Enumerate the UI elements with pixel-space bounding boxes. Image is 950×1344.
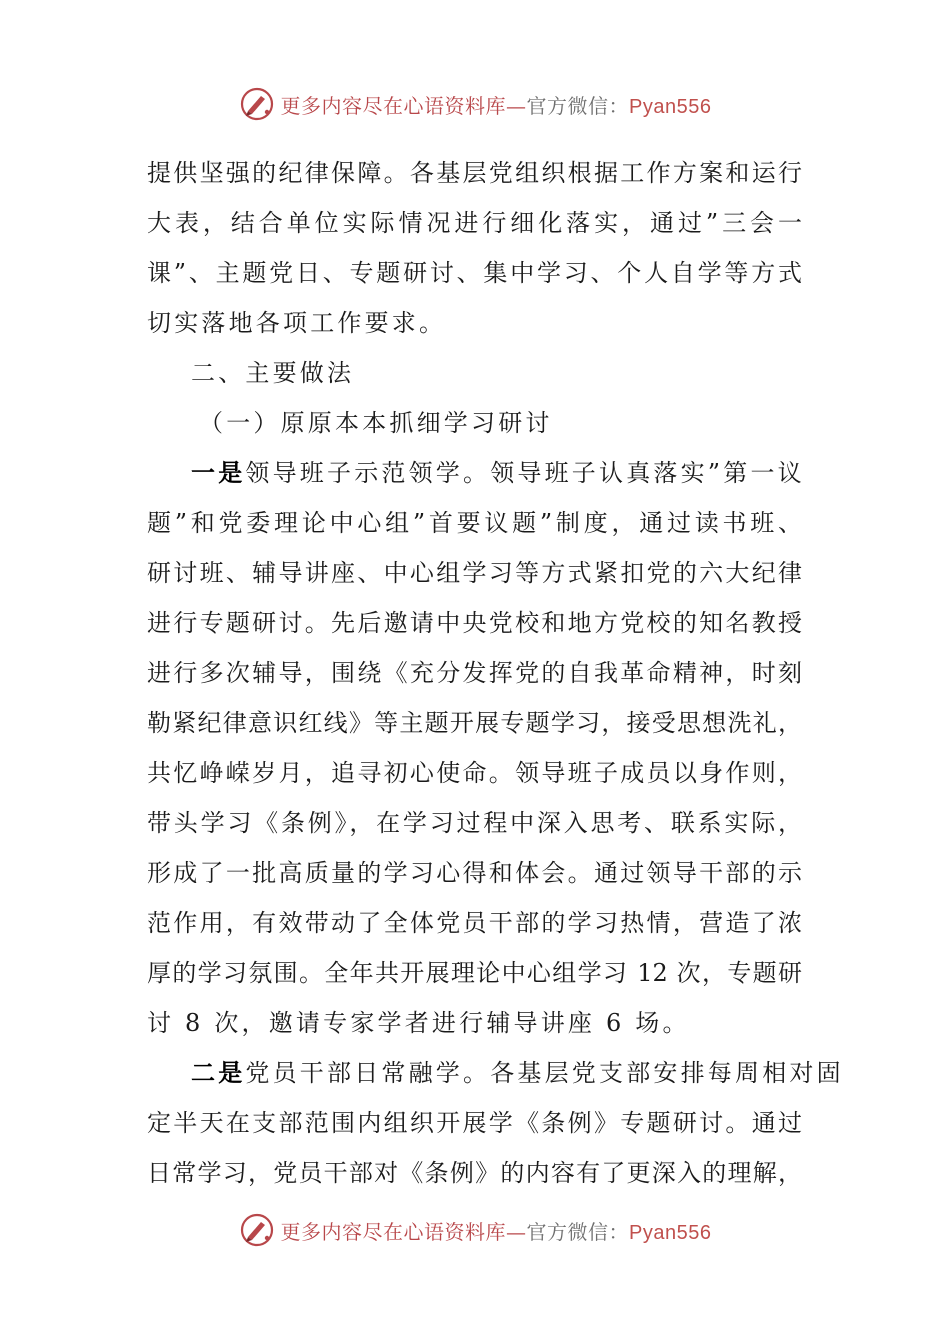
text-line: 切实落地各项工作要求。	[147, 309, 447, 337]
text-run: 党员干部日常融学。各基层党支部安排每周相对固	[245, 1059, 844, 1087]
paragraph-first-line	[147, 448, 805, 498]
brand-text: 更多内容尽在心语资料库	[280, 93, 507, 118]
header-banner	[0, 82, 950, 126]
text-line: 讨 8 次，邀请专家学者进行辅导讲座 6 场。	[147, 1009, 690, 1037]
banner-text	[281, 1216, 712, 1245]
section-heading: 二、主要做法	[191, 359, 355, 387]
text-line: 共忆峥嵘岁月，追寻初心使命。领导班子成员以身作则，	[147, 759, 802, 787]
text-line: 进行多次辅导，围绕《充分发挥党的自我革命精神，时刻	[147, 659, 802, 687]
pen-circle-logo-icon	[239, 86, 275, 122]
text-line: 课”、主题党日、专题研讨、集中学习、个人自学等方式	[147, 259, 802, 287]
brand-text: 更多内容尽在心语资料库	[280, 1219, 507, 1244]
lead-term: 二是	[191, 1058, 246, 1087]
footer-banner	[0, 1208, 950, 1252]
pen-circle-logo-icon	[239, 1212, 275, 1248]
text-line: 大表，结合单位实际情况进行细化落实，通过”三会一	[147, 209, 802, 237]
text-line: 形成了一批高质量的学习心得和体会。通过领导干部的示	[147, 859, 802, 887]
text-line: 范作用，有效带动了全体党员干部的学习热情，营造了浓	[147, 909, 802, 937]
wechat-label: 官方微信：	[526, 1219, 630, 1244]
text-line: 研讨班、辅导讲座、中心组学习等方式紧扣党的六大纪律	[147, 559, 802, 587]
text-line: 带头学习《条例》，在学习过程中深入思考、联系实际，	[147, 809, 802, 837]
document-body	[147, 148, 844, 1198]
text-line: 厚的学习氛围。全年共开展理论中心组学习 12 次，专题研	[147, 959, 802, 987]
subsection-heading: （一）原原本本抓细学习研讨	[199, 409, 553, 437]
wechat-label: 官方微信：	[526, 93, 630, 118]
text-line: 日常学习，党员干部对《条例》的内容有了更深入的理解，	[147, 1159, 802, 1187]
lead-term: 一是	[191, 458, 246, 487]
wechat-handle: Pyan556	[629, 95, 712, 118]
text-line: 勒紧纪律意识红线》等主题开展专题学习，接受思想洗礼，	[147, 709, 802, 737]
separator: —	[506, 1219, 527, 1244]
wechat-handle: Pyan556	[629, 1221, 712, 1244]
separator: —	[506, 93, 527, 118]
text-line: 定半天在支部范围内组织开展学《条例》专题研讨。通过	[147, 1109, 802, 1137]
text-line: 题”和党委理论中心组”首要议题”制度，通过读书班、	[147, 509, 802, 537]
text-line: 提供坚强的纪律保障。各基层党组织根据工作方案和运行	[147, 159, 802, 187]
text-run: 领导班子示范领学。领导班子认真落实”第一议	[245, 459, 805, 487]
paragraph-first-line	[147, 1048, 844, 1098]
banner-text	[281, 90, 712, 119]
text-line: 进行专题研讨。先后邀请中央党校和地方党校的知名教授	[147, 609, 802, 637]
